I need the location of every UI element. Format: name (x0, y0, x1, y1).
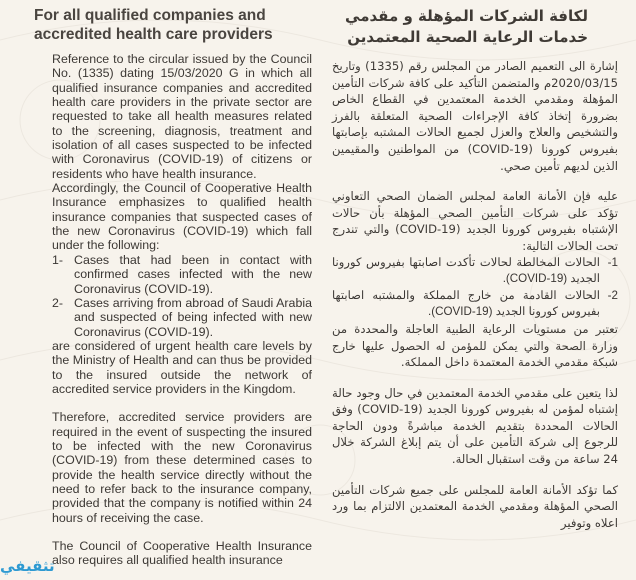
list-item-number: 1- (607, 255, 618, 269)
list-item-number: 2- (52, 295, 64, 310)
english-paragraph-urgent: are considered of urgent health care levels by the Ministry of Health and can thus be provided to the insured outside the network of accredited service providers in the Kingdom. (52, 338, 312, 396)
english-paragraph-reference: Reference to the circular issued by the Council No. (1335) dating 15/03/2020 G in which all qualified insurance companies and accredited health care providers in the private sector are requested to take all health measures related to the screening, diagnosis, treatment and isolation of all cases suspected to be infected with Coronavirus (COVID-19) of citizens or residents who have health insurance. (52, 52, 312, 181)
arabic-heading: لكافة الشركات المؤهلة و مقدمي خدمات الرعاية الصحية المعتمدين (345, 7, 588, 46)
arabic-paragraph-urgent: تعتبر من مستويات الرعاية الطبية العاجلة والمحددة من وزارة الصحة والتي يمكن للمؤمن له الحصول عليها خارج شبكة مقدمي الخدمة المعتمدة داخل المملكة. (332, 321, 618, 370)
list-item (332, 255, 618, 288)
arabic-paragraph-council: كما تؤكد الأمانة العامة للمجلس على جميع شركات التأمين الصحي المؤهلة ومقدمي الخدمة المعتمدين الالتزام بما ورد اعلاه وتوفير (332, 482, 618, 530)
list-item-text: Cases that had been in contact with confirmed cases infected with the new Coronavirus (COVID-19). (74, 252, 312, 296)
arabic-column (332, 6, 618, 531)
list-item-text: الحالات القادمة من خارج المملكة والمشتبه اصابتها بفيروس كورونا الجديد (COVID-19). (332, 288, 600, 319)
arabic-paragraph-accordingly: عليه فإن الأمانة العامة لمجلس الضمان الصحي التعاوني تؤكد على شركات التأمين الصحي المؤهلة بأن حالات الإشتباه بفيروس كورونا الجديد (COVID-19) والتي تندرج تحت الحالات التالية: (332, 189, 618, 253)
english-case-list (30, 253, 312, 339)
list-item (332, 288, 618, 321)
english-paragraph-council: The Council of Cooperative Health Insurance also requires all qualified health insurance (52, 539, 312, 568)
english-heading: For all qualified companies and accredited health care providers (34, 7, 273, 43)
english-column (30, 6, 312, 568)
list-item-text: Cases arriving from abroad of Saudi Arabia and suspected of being infected with new Coronavirus (COVID-19). (74, 295, 312, 339)
list-item-number: 2- (607, 288, 618, 302)
list-item-text: الحالات المخالطة لحالات تأكدت اصابتها بفيروس كورونا الجديد (COVID-19). (332, 255, 600, 286)
english-paragraph-accordingly: Accordingly, the Council of Cooperative Health Insurance emphasizes to qualified health insurance companies that suspected cases of the new Coronavirus (COVID-19) which fall under the following: (52, 181, 312, 253)
list-item (52, 253, 312, 296)
arabic-case-list (332, 255, 618, 321)
arabic-paragraph-therefore: لذا يتعين على مقدمي الخدمة المعتمدين في حال وجود حالة إشتباه لمؤمن له بفيروس كورونا الجديد (COVID-19) وفق الحالات المحددة بتقديم الخدمة مباشرةً ودون الحاجة للرجوع إلى شركة التأمين على أن يتم إبلاغ الشركة خلال 24 ساعة من وقت استقبال الحالة. (332, 385, 618, 467)
list-item (52, 296, 312, 339)
arabic-paragraph-reference: إشارة الى التعميم الصادر من المجلس رقم (1335) وتاريخ 2020/03/15م والمتضمن التأكيد على كافة شركات التأمين المؤهلة ومقدمي الخدمة المعتمدين في القطاع الخاص بضرورة إتخاذ كافة الإجراءات الصحية المتعلقة بالفرز والتشخيص والعلاج والعزل لجميع الحالات المشتبه بإصابتها بفيروس كورونا (COVID-19) من المواطنين والمقيمين الذين لديهم تأمين صحي. (332, 59, 618, 173)
english-paragraph-therefore: Therefore, accredited service providers are required in the event of suspecting the insured to be infected with the new Coronavirus (COVID-19) from these determined cases to provide the health service directly without the need to refer back to the insurance company, provided that the company is notified within 24 hours of receiving the case. (52, 410, 312, 525)
site-logo-watermark: تثقيفي (0, 557, 55, 575)
list-item-number: 1- (52, 252, 64, 267)
